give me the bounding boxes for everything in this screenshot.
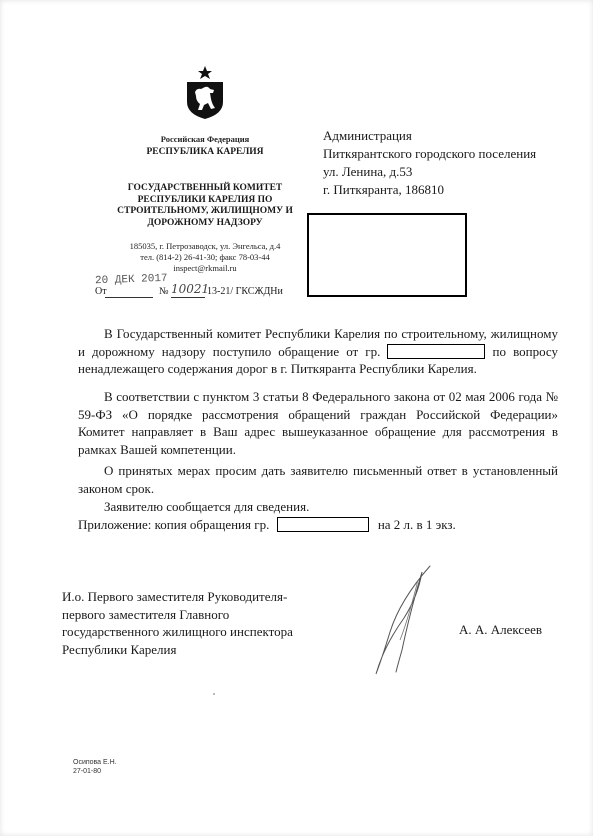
signatory-title-line: Республики Карелия	[62, 641, 177, 657]
signatory-title-line: первого заместителя Главного	[62, 606, 230, 622]
paragraph-1-text: В Государственный комитет Республики Карелия по строительному, жилищному и дорожному надзору поступило обращение от гр.	[78, 326, 558, 359]
signatory-name: А. А. Алексеев	[459, 622, 543, 637]
committee-name	[95, 183, 315, 229]
from-label: От	[95, 286, 107, 297]
attachment-suffix: на 2 л. в 1 экз.	[377, 517, 456, 532]
sender-address: 185035, г. Петрозаводск, ул. Энгельса, д.4	[129, 241, 281, 251]
signatory-title-line: И.о. Первого заместителя Руководителя-	[62, 589, 288, 604]
executor-name: Осипова Е.Н.	[73, 759, 117, 766]
paragraph-1	[78, 325, 558, 378]
country-name: Российская Федерация	[160, 134, 250, 144]
executor-phone: 27-01-80	[73, 768, 102, 775]
handwritten-signature	[360, 560, 460, 680]
paragraph-2: В соответствии с пунктом 3 статьи 8 Федерального закона от 02 мая 2006 года № 59-ФЗ «О порядке рассмотрения обращений граждан Российской Федерации» Комитет направляет в Ваш адрес вышеуказанное обращение для рассмотрения в рамках Вашей компетенции.	[78, 389, 558, 457]
signatory-title	[62, 588, 362, 658]
number-label: №	[159, 286, 169, 297]
sender-phones: тел. (814-2) 26-41-30; факс 78-03-44	[140, 252, 270, 262]
number-underline	[171, 297, 205, 298]
handwritten-number: 10021	[171, 282, 210, 296]
signatory-title-line: государственного жилищного инспектора	[62, 624, 293, 639]
attachment-line	[78, 516, 558, 534]
coat-of-arms-icon	[183, 66, 227, 120]
paragraph-4: Заявителю сообщается для сведения.	[104, 499, 310, 514]
paragraph-1-text-cont: по вопросу ненадлежащего содержания дорог в г. Питкяранта Республики Карелия.	[78, 343, 559, 376]
date-stamp: 20 ДЕК 2017	[94, 272, 168, 288]
committee-line: ГОСУДАРСТВЕННЫЙ КОМИТЕТ	[127, 183, 283, 193]
number-suffix: 13-21/ ГКСЖДНи	[207, 286, 283, 297]
paragraph-3: О принятых мерах просим дать заявителю письменный ответ в установленный законом срок.	[78, 463, 558, 496]
attachment-prefix: Приложение: копия обращения гр.	[78, 517, 270, 532]
recipient-line: ул. Ленина, д.53	[323, 164, 413, 179]
scan-speck	[213, 693, 215, 695]
redacted-name	[387, 344, 485, 359]
committee-line: СТРОИТЕЛЬНОМУ, ЖИЛИЩНОМУ И	[117, 206, 293, 216]
republic-name: РЕСПУБЛИКА КАРЕЛИЯ	[146, 147, 264, 157]
redacted-attachment-name	[277, 517, 369, 532]
sender-email: inspect@rkmail.ru	[173, 263, 237, 273]
committee-line: РЕСПУБЛИКИ КАРЕЛИЯ ПО	[137, 194, 273, 205]
committee-line: ДОРОЖНОМУ НАДЗОРУ	[147, 217, 263, 228]
recipient-line: Администрация	[323, 128, 412, 143]
outgoing-number-line	[95, 282, 305, 300]
redacted-recipient-box	[307, 213, 467, 297]
date-underline	[105, 297, 153, 298]
recipient-line: Питкярантского городского поселения	[323, 146, 537, 161]
recipient-block	[323, 127, 583, 199]
recipient-line: г. Питкяранта, 186810	[323, 182, 445, 197]
